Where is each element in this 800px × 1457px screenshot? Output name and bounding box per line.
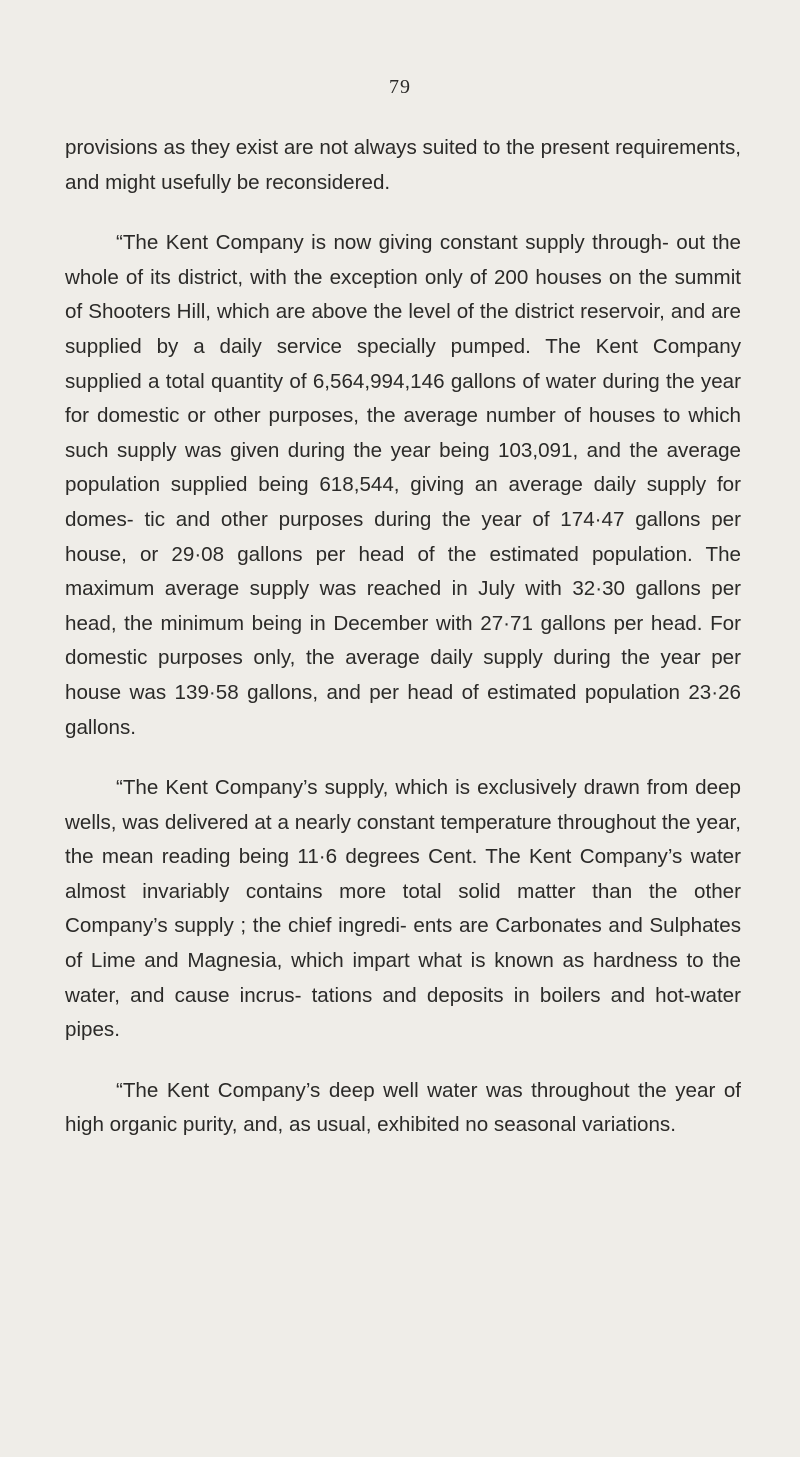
paragraph-continuation: provisions as they exist are not always suited to the present requirements, and might usefully be reconsidered. [65,136,741,194]
paragraph-kent-quality: “The Kent Company’s supply, which is exclusively drawn from deep wells, was delivered at a nearly constant temperature throughout the year, the mean reading being 11·6 degrees Cent. The Kent Company’s water almost invariably contains more total solid matter than the other Company’s supply ; the chief ingredi- ents are Carbonates and Sulphates of Lime and Magnesia, which impart what is known as hardness to the water, and cause incrus- tations and deposits in boilers and hot-water pipes. [65,776,741,1042]
paragraph-kent-supply: “The Kent Company is now giving constant supply through- out the whole of its district, with the exception only of 200 houses on the summit of Shooters Hill, which are above the level of the district reservoir, and are supplied by a daily service specially pumped. The Kent Company supplied a total quantity of 6,564,994,146 gallons of water during the year for domestic or other purposes, the average number of houses to which such supply was given during the year being 103,091, and the average population supplied being 618,544, giving an average daily supply for domes- tic and other purposes during the year of 174·47 gallons per house, or 29·08 gallons per head of the estimated population. The maximum average supply was reached in July with 32·30 gallons per head, the minimum being in December with 27·71 gallons per head. For domestic purposes only, the average daily supply during the year per house was 139·58 gallons, and per head of estimated population 23·26 gallons. [65,231,741,739]
body-text [65,131,741,1169]
page-number: 79 [389,76,411,98]
paragraph-kent-purity: “The Kent Company’s deep well water was throughout the year of high organic purity, and, as usual, exhibited no seasonal variations. [65,1078,741,1137]
